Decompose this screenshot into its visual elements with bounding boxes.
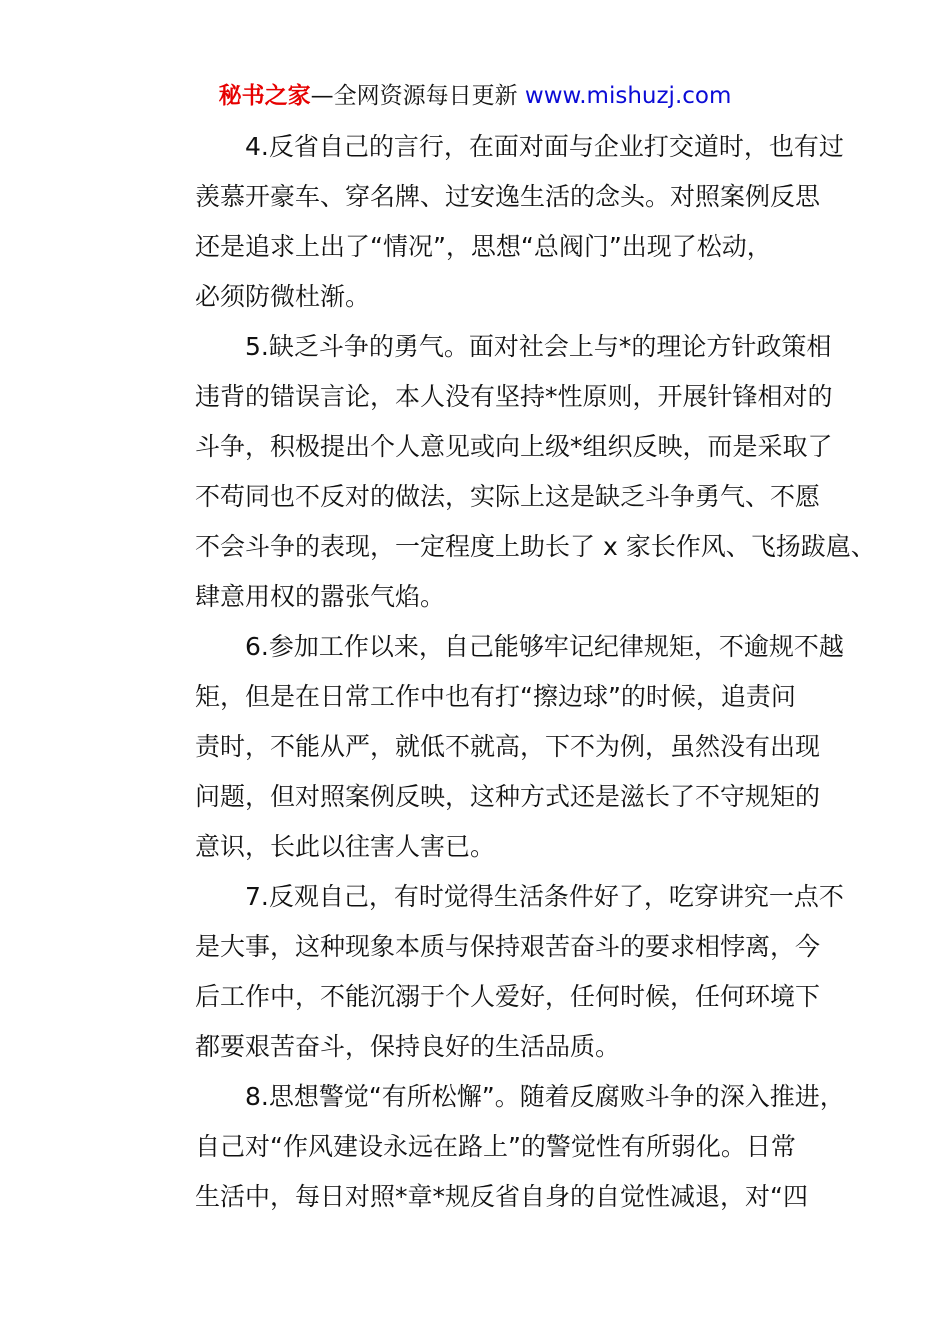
text-line: 问题，但对照案例反映，这种方式还是滋长了不守规矩的 bbox=[195, 782, 821, 811]
text-line: 8.思想警觉“有所松懈”。随着反腐败斗争的深入推进， bbox=[245, 1082, 845, 1111]
text-line: 都要艰苦奋斗，保持良好的生活品质。 bbox=[195, 1032, 621, 1061]
text-line: 5.缺乏斗争的勇气。面对社会上与*的理论方针政策相 bbox=[245, 332, 832, 361]
text-line: 责时，不能从严，就低不就高，下不为例，虽然没有出现 bbox=[195, 732, 821, 761]
paragraph-4 bbox=[145, 122, 844, 322]
text-line: 肆意用权的嚣张气焰。 bbox=[195, 582, 446, 611]
text-line: 6.参加工作以来，自己能够牢记纪律规矩，不逾规不越 bbox=[245, 632, 844, 661]
paragraph-6 bbox=[145, 622, 844, 872]
text-line: 不苟同也不反对的做法，实际上这是缺乏斗争勇气、不愿 bbox=[195, 482, 821, 511]
text-line: 还是追求上出了“情况”，思想“总阀门”出现了松动， bbox=[195, 232, 772, 261]
text-line: 违背的错误言论，本人没有坚持*性原则，开展针锋相对的 bbox=[195, 382, 833, 411]
text-line: 生活中，每日对照*章*规反省自身的自觉性减退，对“四 bbox=[195, 1182, 808, 1211]
text-line: 羡慕开豪车、穿名牌、过安逸生活的念头。对照案例反思 bbox=[195, 182, 821, 211]
text-line: 必须防微杜渐。 bbox=[195, 282, 371, 311]
text-line: 7.反观自己，有时觉得生活条件好了，吃穿讲究一点不 bbox=[245, 882, 844, 911]
paragraph-8 bbox=[145, 1072, 845, 1222]
text-line: 4.反省自己的言行，在面对面与企业打交道时，也有过 bbox=[245, 132, 844, 161]
site-url-link[interactable]: www.mishuzj.com bbox=[524, 83, 732, 109]
site-header bbox=[0, 80, 950, 112]
text-line: 自己对“作风建设永远在路上”的警觉性有所弱化。日常 bbox=[195, 1132, 796, 1161]
paragraph-5 bbox=[145, 322, 876, 622]
header-tagline: —全网资源每日更新 bbox=[310, 83, 518, 109]
document-body bbox=[145, 122, 876, 1222]
brand-name: 秘书之家 bbox=[218, 83, 311, 109]
text-line: 斗争，积极提出个人意见或向上级*组织反映，而是采取了 bbox=[195, 432, 833, 461]
text-line: 意识，长此以往害人害已。 bbox=[195, 832, 496, 861]
paragraph-7 bbox=[145, 872, 844, 1072]
text-line: 不会斗争的表现，一定程度上助长了 x 家长作风、飞扬跋扈、 bbox=[195, 532, 876, 561]
text-line: 矩，但是在日常工作中也有打“擦边球”的时候，追责问 bbox=[195, 682, 796, 711]
text-line: 是大事，这种现象本质与保持艰苦奋斗的要求相悖离，今 bbox=[195, 932, 821, 961]
text-line: 后工作中，不能沉溺于个人爱好，任何时候，任何环境下 bbox=[195, 982, 821, 1011]
